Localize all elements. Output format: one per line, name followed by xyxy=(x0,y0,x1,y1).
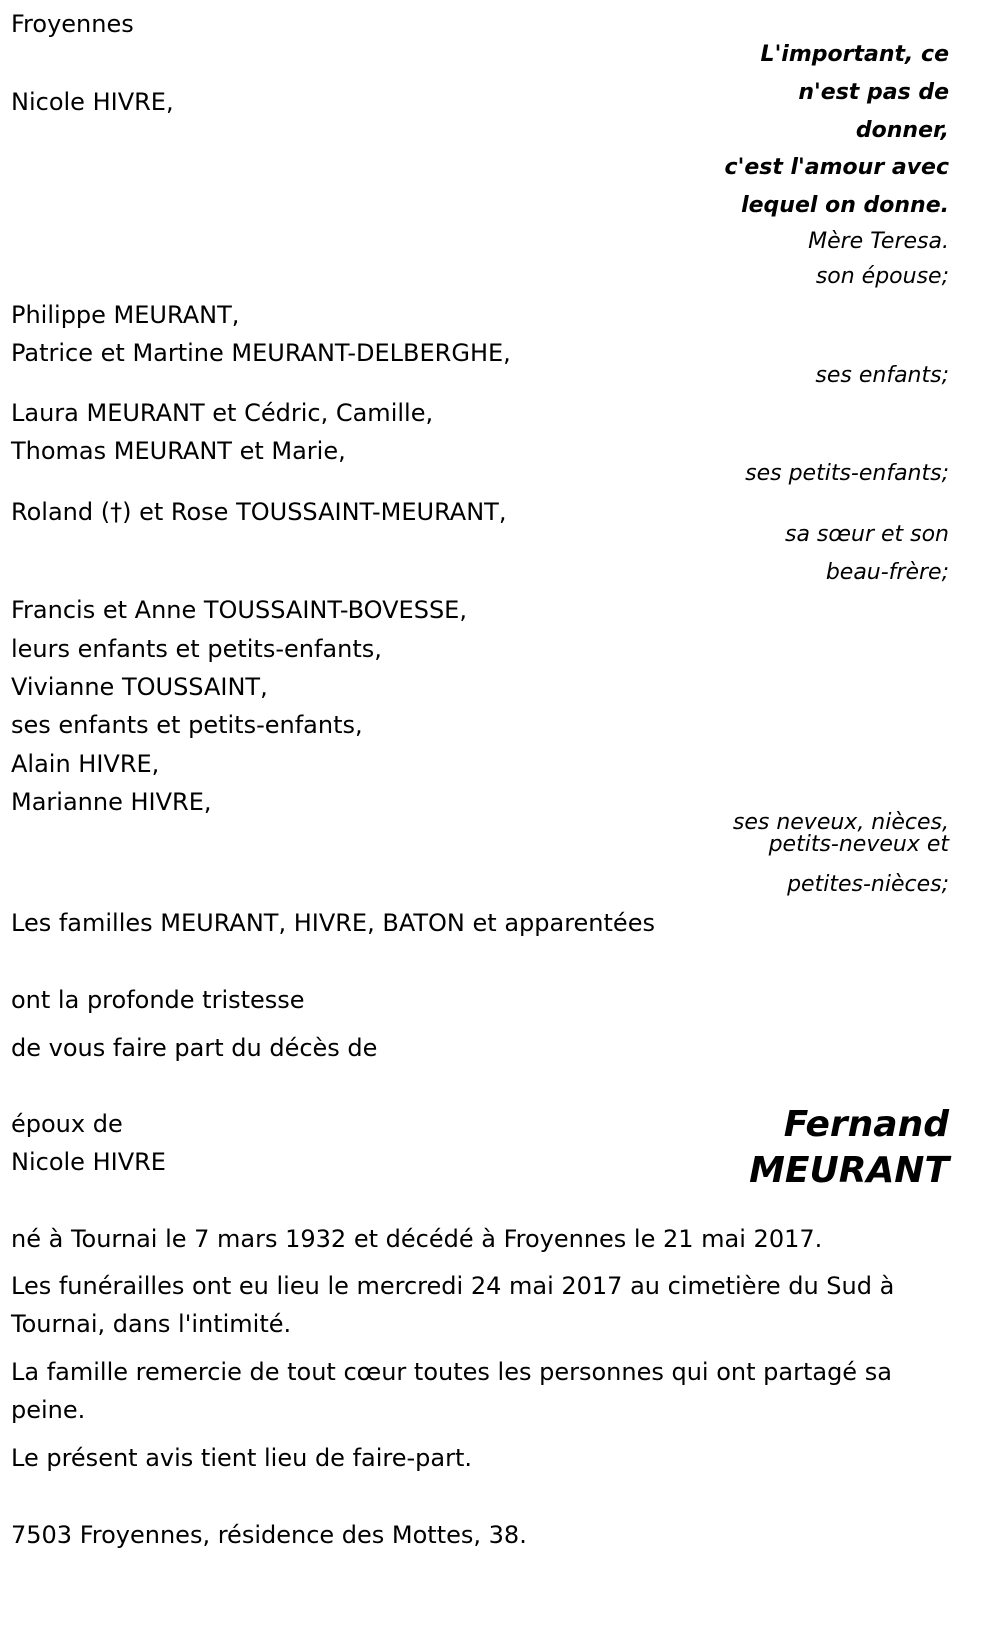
birth-death-text: né à Tournai le 7 mars 1932 et décédé à Froyennes le 21 mai 2017. xyxy=(11,1225,823,1253)
grandchild-name: Laura MEURANT et Cédric, Camille, xyxy=(11,399,434,427)
children-relation: ses enfants; xyxy=(815,363,949,388)
address-text: 7503 Froyennes, résidence des Mottes, 38. xyxy=(11,1521,527,1549)
quote-line: lequel on donne. xyxy=(741,193,949,218)
quote-author: Mère Teresa. xyxy=(808,229,949,254)
child-name: Philippe MEURANT, xyxy=(11,301,240,329)
quote-line: donner, xyxy=(855,118,949,143)
nephew-name: Marianne HIVRE, xyxy=(11,788,212,816)
families-line: Les familles MEURANT, HIVRE, BATON et apparentées xyxy=(11,909,655,937)
deceased-last-name: MEURANT xyxy=(749,1150,949,1191)
quote-line: c'est l'amour avec xyxy=(724,155,949,180)
child-name: Patrice et Martine MEURANT-DELBERGHE, xyxy=(11,339,511,367)
sister-relation-line: sa sœur et son xyxy=(784,522,949,547)
announcement-line: de vous faire part du décès de xyxy=(11,1034,378,1062)
sister-name: Roland (†) et Rose TOUSSAINT-MEURANT, xyxy=(11,498,507,526)
spouse-label: époux de xyxy=(11,1110,123,1138)
deceased-first-name: Fernand xyxy=(783,1104,949,1145)
deceased-spouse-name: Nicole HIVRE xyxy=(11,1148,166,1176)
nephew-name: Alain HIVRE, xyxy=(11,750,160,778)
nephew-name: Vivianne TOUSSAINT, xyxy=(11,673,268,701)
nephews-relation-line: petites-nièces; xyxy=(787,872,949,897)
notice-text: Le présent avis tient lieu de faire-part. xyxy=(11,1444,473,1472)
spouse-relation: son épouse; xyxy=(815,264,949,289)
nephews-relation-line: petits-neveux et xyxy=(768,832,949,857)
spouse-name: Nicole HIVRE, xyxy=(11,88,174,116)
nephew-name: Francis et Anne TOUSSAINT-BOVESSE, xyxy=(11,596,467,624)
funeral-text: Les funérailles ont eu lieu le mercredi 24 mai 2017 au cimetière du Sud à Tournai, dans l'intimité. xyxy=(11,1272,895,1338)
quote-line: L'important, ce xyxy=(760,42,949,67)
grandchild-name: Thomas MEURANT et Marie, xyxy=(11,437,346,465)
nephews-relation-line: ses neveux, nièces, xyxy=(732,810,949,835)
grandchildren-relation: ses petits-enfants; xyxy=(745,461,949,486)
location: Froyennes xyxy=(11,10,134,38)
announcement-line: ont la profonde tristesse xyxy=(11,986,305,1014)
quote-line: n'est pas de xyxy=(798,80,949,105)
nephew-name: ses enfants et petits-enfants, xyxy=(11,711,363,739)
nephew-name: leurs enfants et petits-enfants, xyxy=(11,635,382,663)
thanks-text: La famille remercie de tout cœur toutes les personnes qui ont partagé sa peine. xyxy=(11,1358,892,1424)
sister-relation-line: beau-frère; xyxy=(825,560,949,585)
